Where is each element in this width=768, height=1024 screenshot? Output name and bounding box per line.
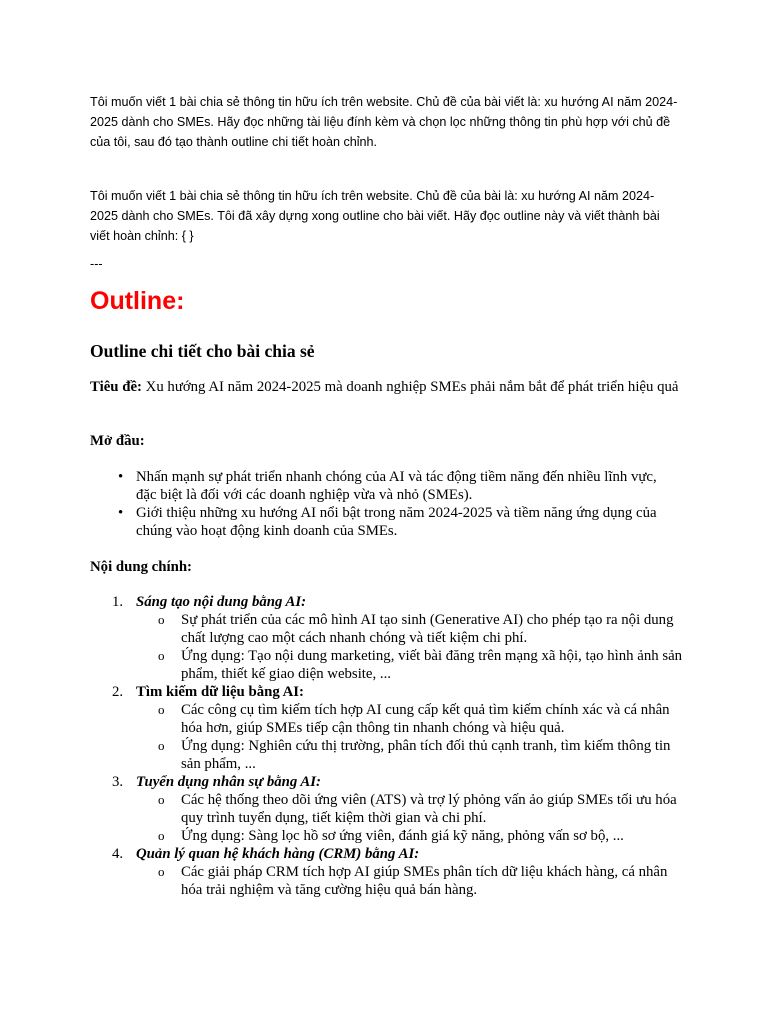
circle-bullet-icon: o [158, 738, 165, 753]
section-label: Sáng tạo nội dung bằng AI: [136, 594, 307, 610]
intro-bullet-list [90, 468, 680, 540]
section-item [90, 593, 690, 683]
list-item [136, 701, 690, 737]
item-text: Ứng dụng: Sàng lọc hồ sơ ứng viên, đánh giá kỹ năng, phỏng vấn sơ bộ, ... [181, 828, 624, 844]
section-number: 2. [112, 684, 124, 700]
list-item [136, 827, 690, 845]
article-title-line [90, 378, 680, 396]
section-item [90, 845, 690, 899]
item-text: Các công cụ tìm kiếm tích hợp AI cung cấp kết quả tìm kiếm chính xác và cá nhân hóa hơn, giúp SMEs tiếp cận thông tin nhanh chóng và hiệu quả. [181, 702, 670, 736]
section-number: 3. [112, 774, 124, 790]
list-item [136, 863, 690, 899]
list-item [118, 504, 680, 540]
bullet-icon: • [118, 505, 124, 521]
bullet-text: Nhấn mạnh sự phát triển nhanh chóng của AI và tác động tiềm năng đến nhiều lĩnh vực, đặc biệt là đối với các doanh nghiệp vừa và nhỏ (SMEs). [136, 469, 657, 503]
section-sublist [136, 863, 690, 899]
intro-label: Mở đầu: [90, 433, 145, 449]
section-number: 4. [112, 846, 124, 862]
bullet-icon: • [118, 469, 124, 485]
outline-heading: Outline: [90, 287, 185, 315]
list-item [136, 647, 690, 683]
prompt-paragraph-2: Tôi muốn viết 1 bài chia sẻ thông tin hữu ích trên website. Chủ đề của bài là: xu hướng AI năm 2024-2025 dành cho SMEs. Tôi đã xây dựng xong outline cho bài viết. Hãy đọc outline này và viết thành bài viết hoàn chỉnh: { } [90, 189, 660, 243]
prompt-paragraph-1: Tôi muốn viết 1 bài chia sẻ thông tin hữu ích trên website. Chủ đề của bài viết là: xu hướng AI năm 2024-2025 dành cho SMEs. Hãy đọc những tài liệu đính kèm và chọn lọc những thông tin phù hợp với chủ đề của tôi, sau đó tạo thành outline chi tiết hoàn chỉnh. [90, 95, 678, 149]
circle-bullet-icon: o [158, 702, 165, 717]
item-text: Các giải pháp CRM tích hợp AI giúp SMEs phân tích dữ liệu khách hàng, cá nhân hóa trải nghiệm và tăng cường hiệu quả bán hàng. [181, 864, 668, 898]
section-item [90, 683, 690, 773]
list-item [136, 791, 690, 827]
section-label: Tìm kiếm dữ liệu bằng AI: [136, 684, 304, 700]
section-label: Tuyển dụng nhân sự bằng AI: [136, 774, 321, 790]
bullet-text: Giới thiệu những xu hướng AI nổi bật trong năm 2024-2025 và tiềm năng ứng dụng của chúng vào hoạt động kinh doanh của SMEs. [136, 505, 657, 539]
item-text: Các hệ thống theo dõi ứng viên (ATS) và trợ lý phỏng vấn ảo giúp SMEs tối ưu hóa quy trình tuyển dụng, tiết kiệm thời gian và chi phí. [181, 792, 677, 826]
section-sublist [136, 791, 690, 845]
circle-bullet-icon: o [158, 864, 165, 879]
item-text: Sự phát triển của các mô hình AI tạo sinh (Generative AI) cho phép tạo ra nội dung chất lượng cao một cách nhanh chóng và tiết kiệm chi phí. [181, 612, 674, 646]
outline-subheading: Outline chi tiết cho bài chia sẻ [90, 341, 315, 361]
section-sublist [136, 701, 690, 773]
title-label: Tiêu đề: [90, 379, 142, 395]
section-label: Quản lý quan hệ khách hàng (CRM) bằng AI: [136, 846, 420, 862]
item-text: Ứng dụng: Tạo nội dung marketing, viết bài đăng trên mạng xã hội, tạo hình ảnh sản phẩm, thiết kế giao diện website, ... [181, 648, 683, 682]
circle-bullet-icon: o [158, 648, 165, 663]
circle-bullet-icon: o [158, 792, 165, 807]
main-section-list [90, 593, 690, 899]
item-text: Ứng dụng: Nghiên cứu thị trường, phân tích đối thủ cạnh tranh, tìm kiếm thông tin sản phẩm, ... [181, 738, 671, 772]
section-sublist [136, 611, 690, 683]
circle-bullet-icon: o [158, 828, 165, 843]
main-content-label: Nội dung chính: [90, 559, 192, 575]
separator-text: --- [90, 257, 103, 271]
section-number: 1. [112, 594, 124, 610]
title-text: Xu hướng AI năm 2024-2025 mà doanh nghiệp SMEs phải nắm bắt để phát triển hiệu quả [141, 379, 679, 395]
list-item [136, 611, 690, 647]
list-item [136, 737, 690, 773]
circle-bullet-icon: o [158, 612, 165, 627]
list-item [118, 468, 680, 504]
section-item [90, 773, 690, 845]
